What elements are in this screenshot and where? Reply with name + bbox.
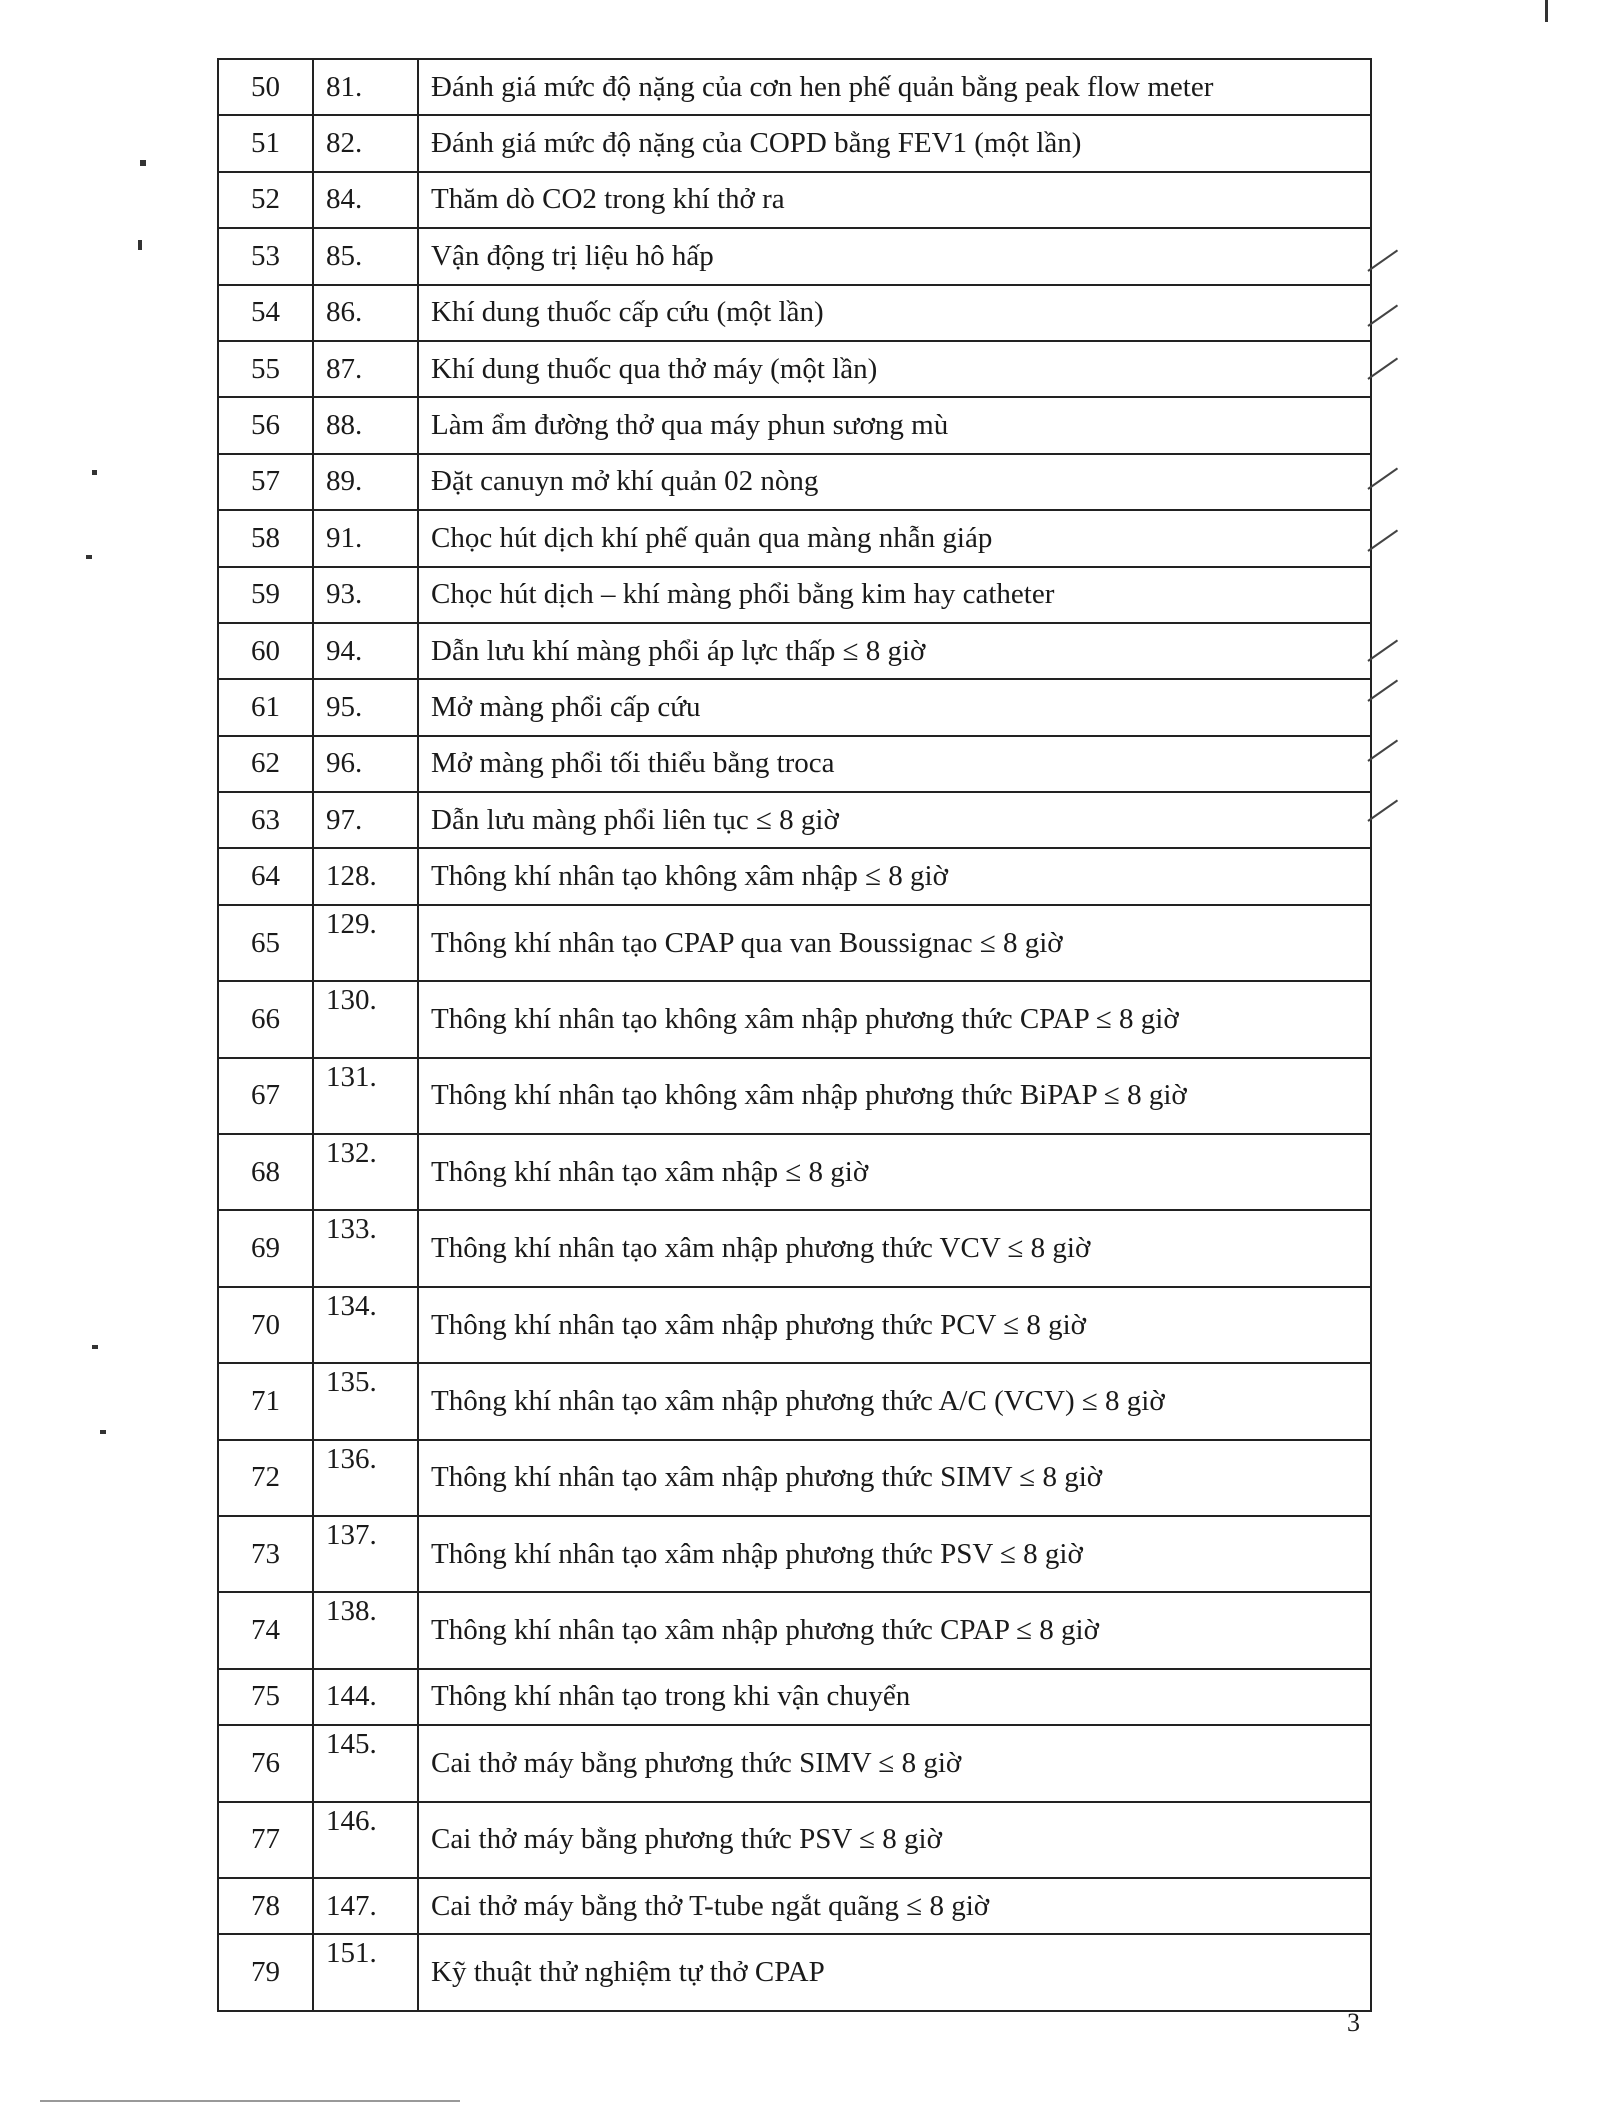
- row-stt: 72: [218, 1440, 313, 1516]
- row-procedure-name: Thông khí nhân tạo CPAP qua van Boussignac ≤ 8 giờ: [418, 905, 1371, 981]
- row-stt: 60: [218, 623, 313, 679]
- table-row: [218, 736, 1371, 792]
- table-row: [218, 848, 1371, 904]
- table-row: [218, 1516, 1371, 1592]
- row-code: 136.: [313, 1440, 418, 1516]
- page-number: 3: [1347, 2008, 1360, 2037]
- row-procedure-name: Vận động trị liệu hô hấp: [418, 228, 1371, 284]
- row-stt: 50: [218, 59, 313, 115]
- row-procedure-name: Dẫn lưu khí màng phổi áp lực thấp ≤ 8 giờ: [418, 623, 1371, 679]
- row-procedure-name: Mở màng phổi cấp cứu: [418, 679, 1371, 735]
- row-code: 151.: [313, 1934, 418, 2010]
- row-code: 85.: [313, 228, 418, 284]
- handwritten-check-mark: [1367, 680, 1398, 702]
- table-row: [218, 1134, 1371, 1210]
- table-row: [218, 623, 1371, 679]
- row-procedure-name: Kỹ thuật thử nghiệm tự thở CPAP: [418, 1934, 1371, 2010]
- row-stt: 64: [218, 848, 313, 904]
- row-code: 144.: [313, 1669, 418, 1725]
- row-procedure-name: Thông khí nhân tạo không xâm nhập phương thức CPAP ≤ 8 giờ: [418, 981, 1371, 1057]
- table-row: [218, 981, 1371, 1057]
- row-stt: 57: [218, 454, 313, 510]
- row-procedure-name: Thăm dò CO2 trong khí thở ra: [418, 172, 1371, 228]
- row-stt: 68: [218, 1134, 313, 1210]
- row-stt: 54: [218, 285, 313, 341]
- table-row: [218, 1934, 1371, 2010]
- table-row: [218, 285, 1371, 341]
- row-code: 135.: [313, 1363, 418, 1439]
- table-row: [218, 397, 1371, 453]
- row-code: 129.: [313, 905, 418, 981]
- table-row: [218, 1878, 1371, 1934]
- table-row: [218, 172, 1371, 228]
- row-stt: 71: [218, 1363, 313, 1439]
- table-row: [218, 1058, 1371, 1134]
- row-procedure-name: Khí dung thuốc cấp cứu (một lần): [418, 285, 1371, 341]
- row-code: 97.: [313, 792, 418, 848]
- table-row: [218, 1363, 1371, 1439]
- procedure-table: [217, 58, 1372, 2012]
- table-row: [218, 1725, 1371, 1801]
- row-code: 134.: [313, 1287, 418, 1363]
- row-procedure-name: Thông khí nhân tạo xâm nhập phương thức PCV ≤ 8 giờ: [418, 1287, 1371, 1363]
- table-row: [218, 1287, 1371, 1363]
- row-code: 132.: [313, 1134, 418, 1210]
- row-stt: 61: [218, 679, 313, 735]
- row-procedure-name: Thông khí nhân tạo xâm nhập ≤ 8 giờ: [418, 1134, 1371, 1210]
- row-procedure-name: Đánh giá mức độ nặng của COPD bằng FEV1 (một lần): [418, 115, 1371, 171]
- row-procedure-name: Làm ẩm đường thở qua máy phun sương mù: [418, 397, 1371, 453]
- table-row: [218, 1802, 1371, 1878]
- row-stt: 67: [218, 1058, 313, 1134]
- row-code: 94.: [313, 623, 418, 679]
- table-row: [218, 59, 1371, 115]
- row-stt: 59: [218, 567, 313, 623]
- row-procedure-name: Cai thở máy bằng thở T-tube ngắt quãng ≤ 8 giờ: [418, 1878, 1371, 1934]
- row-stt: 75: [218, 1669, 313, 1725]
- row-code: 95.: [313, 679, 418, 735]
- row-code: 146.: [313, 1802, 418, 1878]
- scan-edge-line: [40, 2100, 460, 2102]
- row-procedure-name: Thông khí nhân tạo xâm nhập phương thức CPAP ≤ 8 giờ: [418, 1592, 1371, 1668]
- table-row: [218, 454, 1371, 510]
- row-code: 96.: [313, 736, 418, 792]
- table-row: [218, 679, 1371, 735]
- row-code: 91.: [313, 510, 418, 566]
- row-stt: 62: [218, 736, 313, 792]
- row-procedure-name: Đánh giá mức độ nặng của cơn hen phế quản bằng peak flow meter: [418, 59, 1371, 115]
- row-stt: 70: [218, 1287, 313, 1363]
- table-row: [218, 1592, 1371, 1668]
- table-row: [218, 228, 1371, 284]
- row-procedure-name: Chọc hút dịch – khí màng phổi bằng kim hay catheter: [418, 567, 1371, 623]
- table-row: [218, 792, 1371, 848]
- row-stt: 52: [218, 172, 313, 228]
- handwritten-check-mark: [1367, 640, 1398, 662]
- row-procedure-name: Thông khí nhân tạo không xâm nhập ≤ 8 giờ: [418, 848, 1371, 904]
- row-stt: 63: [218, 792, 313, 848]
- row-procedure-name: Thông khí nhân tạo xâm nhập phương thức PSV ≤ 8 giờ: [418, 1516, 1371, 1592]
- handwritten-check-mark: [1367, 250, 1398, 272]
- row-procedure-name: Thông khí nhân tạo trong khi vận chuyển: [418, 1669, 1371, 1725]
- row-stt: 58: [218, 510, 313, 566]
- scan-speck: [86, 555, 92, 559]
- handwritten-check-mark: [1367, 530, 1398, 552]
- row-procedure-name: Chọc hút dịch khí phế quản qua màng nhẫn giáp: [418, 510, 1371, 566]
- row-stt: 74: [218, 1592, 313, 1668]
- row-code: 82.: [313, 115, 418, 171]
- table-row: [218, 1669, 1371, 1725]
- scan-speck: [100, 1430, 106, 1434]
- scan-speck: [92, 470, 97, 475]
- row-procedure-name: Mở màng phổi tối thiểu bằng troca: [418, 736, 1371, 792]
- row-stt: 56: [218, 397, 313, 453]
- row-stt: 65: [218, 905, 313, 981]
- row-stt: 66: [218, 981, 313, 1057]
- table-row: [218, 341, 1371, 397]
- handwritten-check-mark: [1367, 358, 1398, 380]
- row-code: 81.: [313, 59, 418, 115]
- row-stt: 79: [218, 1934, 313, 2010]
- row-procedure-name: Dẫn lưu màng phổi liên tục ≤ 8 giờ: [418, 792, 1371, 848]
- row-stt: 53: [218, 228, 313, 284]
- row-code: 137.: [313, 1516, 418, 1592]
- row-stt: 51: [218, 115, 313, 171]
- row-code: 89.: [313, 454, 418, 510]
- row-code: 131.: [313, 1058, 418, 1134]
- row-procedure-name: Thông khí nhân tạo không xâm nhập phương thức BiPAP ≤ 8 giờ: [418, 1058, 1371, 1134]
- table-row: [218, 567, 1371, 623]
- row-stt: 69: [218, 1210, 313, 1286]
- row-procedure-name: Cai thở máy bằng phương thức PSV ≤ 8 giờ: [418, 1802, 1371, 1878]
- row-code: 88.: [313, 397, 418, 453]
- row-stt: 77: [218, 1802, 313, 1878]
- row-procedure-name: Đặt canuyn mở khí quản 02 nòng: [418, 454, 1371, 510]
- row-code: 84.: [313, 172, 418, 228]
- row-code: 145.: [313, 1725, 418, 1801]
- row-code: 93.: [313, 567, 418, 623]
- row-procedure-name: Thông khí nhân tạo xâm nhập phương thức SIMV ≤ 8 giờ: [418, 1440, 1371, 1516]
- handwritten-check-mark: [1367, 305, 1398, 327]
- row-code: 138.: [313, 1592, 418, 1668]
- row-stt: 78: [218, 1878, 313, 1934]
- table-row: [218, 1210, 1371, 1286]
- row-procedure-name: Khí dung thuốc qua thở máy (một lần): [418, 341, 1371, 397]
- row-code: 147.: [313, 1878, 418, 1934]
- procedure-table-body: [218, 59, 1371, 2011]
- row-procedure-name: Thông khí nhân tạo xâm nhập phương thức VCV ≤ 8 giờ: [418, 1210, 1371, 1286]
- row-stt: 55: [218, 341, 313, 397]
- table-row: [218, 1440, 1371, 1516]
- scan-speck: [1545, 0, 1548, 22]
- row-procedure-name: Cai thở máy bằng phương thức SIMV ≤ 8 giờ: [418, 1725, 1371, 1801]
- row-procedure-name: Thông khí nhân tạo xâm nhập phương thức A/C (VCV) ≤ 8 giờ: [418, 1363, 1371, 1439]
- row-stt: 76: [218, 1725, 313, 1801]
- row-code: 133.: [313, 1210, 418, 1286]
- row-stt: 73: [218, 1516, 313, 1592]
- scan-speck: [140, 160, 146, 166]
- scan-speck: [92, 1345, 98, 1349]
- row-code: 128.: [313, 848, 418, 904]
- handwritten-check-mark: [1367, 800, 1398, 822]
- scan-speck: [138, 240, 142, 250]
- row-code: 130.: [313, 981, 418, 1057]
- table-row: [218, 905, 1371, 981]
- table-row: [218, 115, 1371, 171]
- table-row: [218, 510, 1371, 566]
- handwritten-check-mark: [1367, 740, 1398, 762]
- row-code: 86.: [313, 285, 418, 341]
- handwritten-check-mark: [1367, 468, 1398, 490]
- row-code: 87.: [313, 341, 418, 397]
